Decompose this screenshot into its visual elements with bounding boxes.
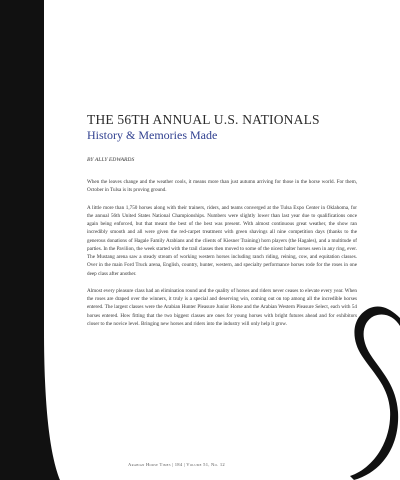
article-paragraph-3: Almost every pleasure class had an elimination round and the quality of horses and riders never ceases to elevate every year. When the roses are draped over the winners, it truly is a special and deserving win, coming out on top among all the incredible horses entered. The largest classes were the Arabian Hunter Pleasure Junior Horse and the Arabian Western Pleasure Select, each with 54 horses entered. How fitting that the two biggest classes are ones for young horses with bright futures ahead and for exhibitors closer to the novice level. Bringing new horses and riders into the industry will only help it grow. <box>87 287 357 327</box>
page-footer <box>128 462 328 467</box>
article-content <box>87 112 357 328</box>
footer-page-number: 184 <box>174 462 183 467</box>
decorative-letter-u <box>0 0 60 480</box>
article-paragraph-2: A little more than 1,750 horses along with their trainers, riders, and teams converged at the Tulsa Expo Center in Oklahoma, for the annual 56th United States National Championships. Numbers were slightly lower than last year due to qualifications once again being enforced, but that meant the best of the best was present. With almost continuous great weather, the show ran incredibly smooth and all were given the red-carpet treatment with green shavings all nine competition days (thanks to the generous donations of Hagale Family Arabians and the clients of Kiesner Training) horn players (the Hagales), and a multitude of parties. In the Pavilion, the week started with the trail classes then moved to some of the nicest halter horses seen in any ring, ever. The Mustang arena saw a steady stream of working western horses including ranch riding, reining, cow, and equitation classes. Over in the main Ford Truck arena, English, country, hunter, western, and specialty performance horses rode for the roses in one deep class after another. <box>87 204 357 277</box>
footer-publication: Arabian Horse Times <box>128 462 171 467</box>
footer-separator: | <box>183 462 185 467</box>
footer-separator: | <box>172 462 174 467</box>
article-paragraph-1: When the leaves change and the weather cools, it means more than just autumn arriving for those in the horse world. For them, October in Tulsa is its proving ground. <box>87 179 357 194</box>
article-subtitle: History & Memories Made <box>87 128 218 142</box>
article-title: THE 56TH ANNUAL U.S. NATIONALS <box>87 112 320 127</box>
footer-volume: Volume 51, No. 12 <box>186 462 225 467</box>
article-byline: BY ALLY EDWARDS <box>87 157 135 163</box>
